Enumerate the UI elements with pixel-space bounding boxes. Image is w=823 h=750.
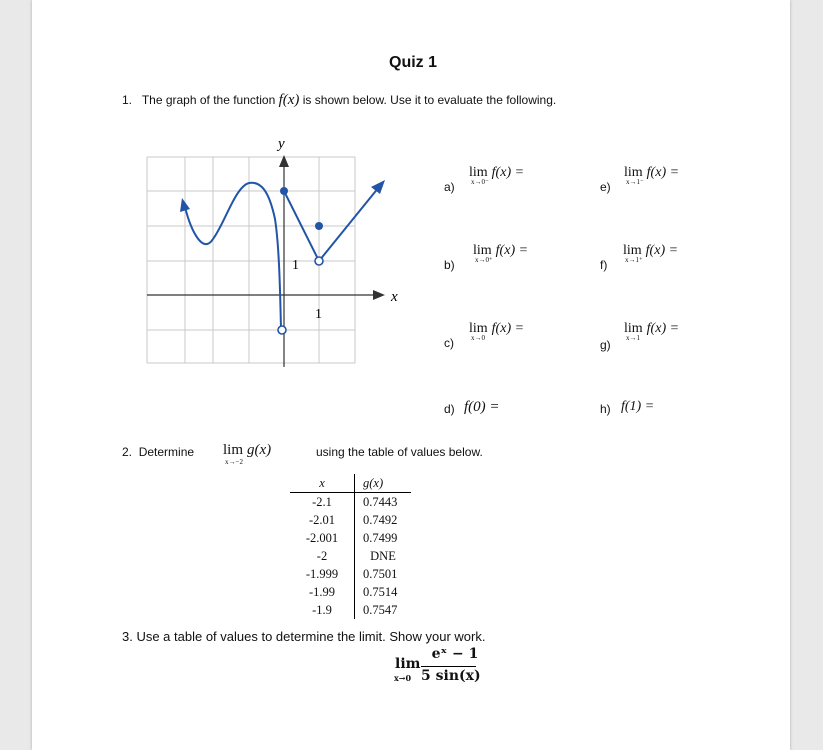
curve-left-branch	[185, 183, 281, 329]
part-b-expression	[473, 241, 529, 264]
open-point-left	[278, 326, 286, 334]
closed-point-x1	[315, 222, 323, 230]
table-cell-gx: 0.7499	[363, 530, 398, 545]
values-table	[290, 474, 411, 619]
curve-right-arrow-icon	[371, 180, 385, 194]
y-axis-label: y	[278, 136, 285, 152]
part-e-func: f(x) =	[646, 165, 680, 180]
x-tick-label: 1	[315, 307, 322, 322]
table-row	[290, 583, 411, 601]
part-f-lim: lim	[623, 243, 642, 258]
part-h-expression: f(1) =	[621, 399, 655, 414]
table-row	[290, 493, 411, 512]
question-3-text: 3. Use a table of values to determine the limit. Show your work.	[122, 629, 486, 644]
part-g-lim: lim	[624, 321, 643, 336]
question-1-text-after: is shown below. Use it to evaluate the following.	[302, 93, 557, 107]
table-row	[290, 601, 411, 619]
table-cell-gx: DNE	[370, 548, 396, 563]
part-g-func: f(x) =	[646, 321, 680, 336]
x-axis-arrow-icon	[373, 290, 385, 300]
part-c-label: c)	[444, 336, 454, 350]
table-cell-gx: 0.7547	[363, 602, 398, 617]
part-a-label: a)	[444, 180, 455, 194]
part-a-lim: lim	[469, 165, 488, 180]
table-header-x: x	[290, 474, 355, 493]
table-row	[290, 547, 411, 565]
question-1-text-before: The graph of the function	[141, 93, 276, 107]
table-cell-x: -1.9	[290, 601, 355, 619]
x-axis-label: x	[391, 289, 398, 305]
part-g-sub: x→1	[626, 334, 640, 342]
question-2-number: 2.	[122, 445, 133, 459]
part-e-expression	[624, 163, 680, 186]
table-cell-x: -2	[290, 547, 355, 565]
page-title: Quiz 1	[389, 54, 438, 71]
part-f-expression	[623, 241, 679, 264]
part-b-lim: lim	[473, 243, 492, 258]
part-g-label: g)	[600, 338, 611, 352]
question-2-text-before: Determine	[138, 445, 195, 459]
part-g-expression	[624, 319, 680, 342]
table-cell-gx: 0.7501	[363, 566, 398, 581]
table-cell-x: -2.001	[290, 529, 355, 547]
part-b-label: b)	[444, 258, 455, 272]
table-cell-gx: 0.7514	[363, 584, 398, 599]
part-f-label: f)	[600, 258, 608, 272]
part-a-sub: x→0⁻	[471, 178, 489, 186]
part-c-expression	[469, 319, 525, 342]
question-2	[122, 445, 194, 459]
table-row	[290, 529, 411, 547]
question-3-lim: lim	[395, 656, 421, 672]
table-cell-x: -2.1	[290, 493, 355, 512]
table-cell-x: -1.99	[290, 583, 355, 601]
question-2-func: g(x)	[247, 442, 272, 458]
question-1-function: f(x)	[278, 92, 300, 108]
part-e-sub: x→1⁻	[626, 178, 644, 186]
question-2-lim: lim	[223, 442, 244, 458]
open-point-x1	[315, 257, 323, 265]
table-cell-x: -1.999	[290, 565, 355, 583]
part-d-expression: f(0) =	[464, 399, 500, 415]
table-header-gx: g(x)	[355, 474, 412, 493]
table-header-row	[290, 474, 411, 493]
part-b-func: f(x) =	[495, 243, 529, 258]
question-2-sub: x→−2	[225, 458, 243, 466]
question-2-limit	[223, 441, 272, 466]
graph-grid	[147, 157, 355, 363]
table-cell-gx: 0.7443	[363, 494, 398, 509]
part-a-func: f(x) =	[491, 165, 525, 180]
y-tick-label: 1	[292, 258, 299, 273]
part-e-label: e)	[600, 180, 611, 194]
table-cell-x: -2.01	[290, 511, 355, 529]
part-h-label: h)	[600, 402, 611, 416]
part-c-sub: x→0	[471, 334, 485, 342]
document-page	[32, 0, 790, 750]
part-a-expression	[469, 163, 525, 186]
part-c-func: f(x) =	[491, 321, 525, 336]
part-e-lim: lim	[624, 165, 643, 180]
question-2-text-after: using the table of values below.	[316, 445, 483, 459]
question-1-number: 1.	[122, 93, 133, 107]
question-1	[122, 92, 556, 109]
question-3-sub: x→0	[394, 673, 412, 683]
part-c-lim: lim	[469, 321, 488, 336]
part-f-func: f(x) =	[645, 243, 679, 258]
curve-right-branch	[284, 187, 379, 261]
table-cell-gx: 0.7492	[363, 512, 398, 527]
question-3-fraction-bar	[421, 666, 476, 667]
table-row	[290, 511, 411, 529]
question-3-denominator: 5 sin(x)	[421, 668, 481, 684]
table-row	[290, 565, 411, 583]
part-b-sub: x→0⁺	[475, 256, 493, 264]
part-d-label: d)	[444, 402, 455, 416]
question-3-numerator: eˣ − 1	[431, 646, 479, 662]
function-graph	[137, 135, 397, 375]
closed-point-y-axis	[280, 187, 288, 195]
part-f-sub: x→1⁺	[625, 256, 643, 264]
